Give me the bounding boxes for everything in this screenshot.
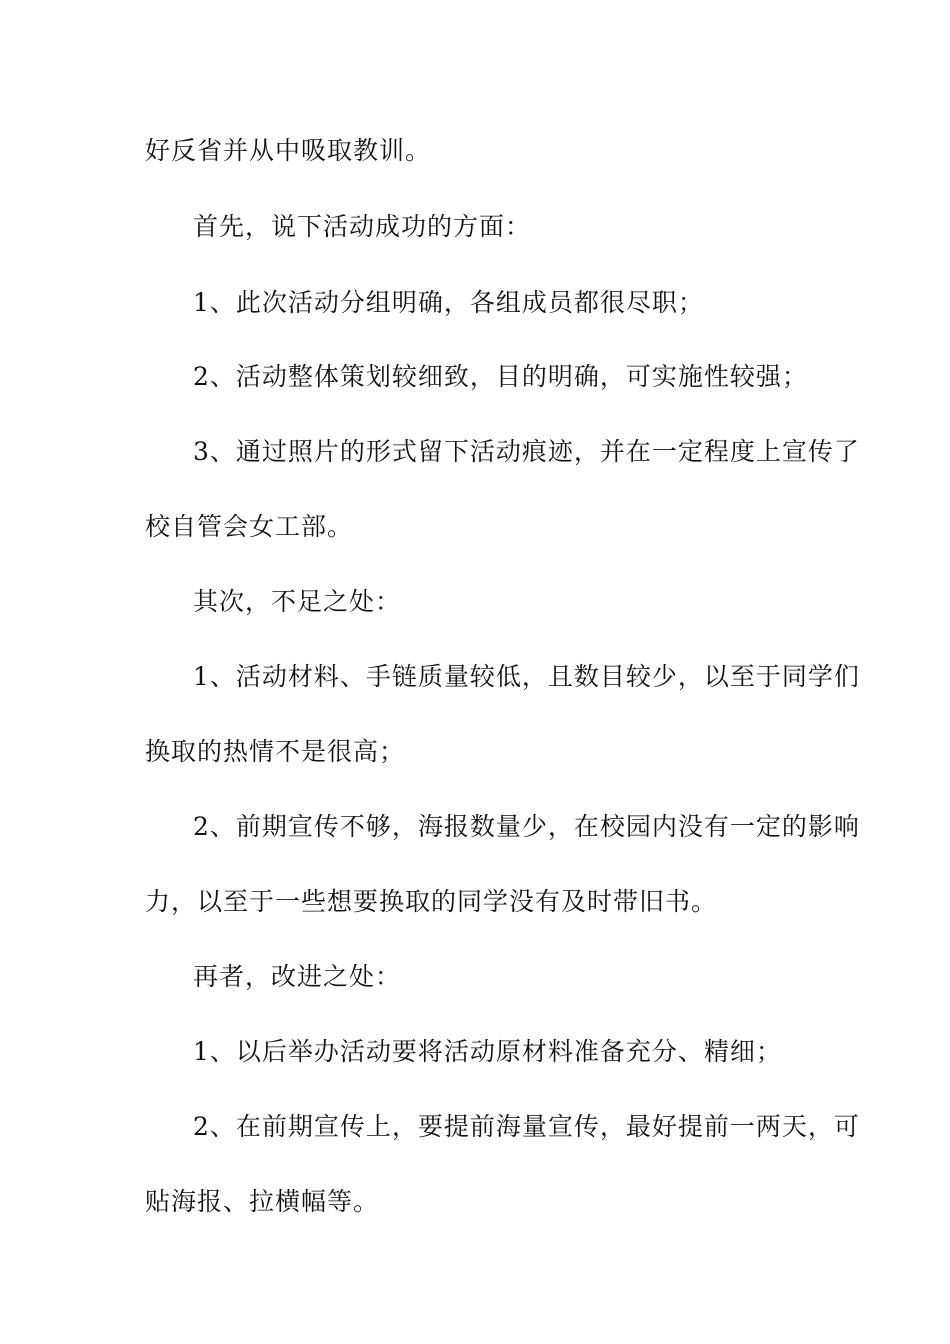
text-line: 1、以后举办活动要将活动原材料准备充分、精细； <box>193 1037 782 1066</box>
text-line: 2、活动整体策划较细致，目的明确，可实施性较强； <box>193 362 808 391</box>
text-line: 好反省并从中吸取教训。 <box>145 136 432 165</box>
text-line: 校自管会女工部。 <box>145 512 354 541</box>
text-line: 1、此次活动分组明确，各组成员都很尽职； <box>193 288 704 317</box>
text-line: 1、活动材料、手链质量较低，且数目较少，以至于同学们 <box>193 662 860 691</box>
text-line: 贴海报、拉横幅等。 <box>145 1187 380 1216</box>
text-line: 首先，说下活动成功的方面： <box>193 212 532 241</box>
text-line: 其次，不足之处： <box>193 587 402 616</box>
text-line: 再者，改进之处： <box>193 962 402 991</box>
text-line: 3、通过照片的形式留下活动痕迹，并在一定程度上宣传了 <box>193 437 860 466</box>
text-line: 2、在前期宣传上，要提前海量宣传，最好提前一两天，可 <box>193 1112 860 1141</box>
text-line: 力，以至于一些想要换取的同学没有及时带旧书。 <box>145 887 718 916</box>
text-line: 2、前期宣传不够，海报数量少，在校园内没有一定的影响 <box>193 812 860 841</box>
text-line: 换取的热情不是很高； <box>145 737 406 766</box>
